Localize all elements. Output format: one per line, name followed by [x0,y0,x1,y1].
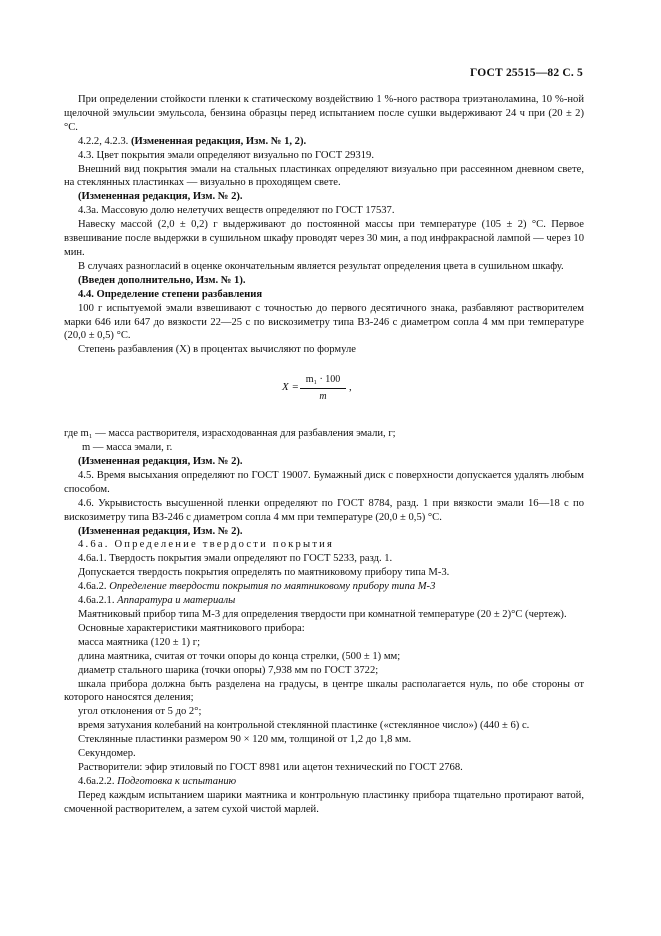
amendment-note: (Измененная редакция, Изм. № 2). [78,456,243,468]
section-number: 4.6а.2.1. [78,595,115,607]
formula [64,365,584,427]
subsection-title: Аппаратура и материалы [117,595,236,607]
paragraph: При определении стойкости пленки к статическому воздействию 1 %-ного раствора триэтаноламина, 10 %-ной щелочной эмульсии эмульсола, бензина образцы перед испытанием после сушки выдерживают 24 ч при (20 ± 2) °С. [64,94,584,133]
paragraph: Степень разбавления (X) в процентах вычисляют по формуле [78,344,356,356]
subsection-heading [64,580,584,594]
amendment-note: (Измененная редакция, Изм. № 2). [78,525,243,537]
formula-fraction [300,373,346,404]
list-item: длина маятника, считая от точки опоры до конца стрелки, (500 ± 1) мм; [78,650,401,662]
formula-legend: где m₁ — масса растворителя, израсходованная для разбавления эмали, г; [64,428,396,440]
list-item: шкала прибора должна быть разделена на градусы, в центре шкалы располагается нуль, по обе стороны от которого наносятся деления; [64,678,584,704]
amendment-text: (Измененная редакция, Изм. № 1, 2). [130,135,307,147]
paragraph: Секундомер. [78,748,136,760]
section-number: 4.6а.2. [78,581,107,593]
paragraph: Допускается твердость покрытия определять по маятниковому прибору типа М-3. [78,567,450,579]
paragraph: Внешний вид покрытия эмали на стальных пластинках определяют визуально при рассеянном дневном свете, на стеклянных пластинках — визуально в проходящем свете. [64,163,584,189]
formula-legend: m — масса эмали, г. [82,442,173,454]
paragraph: 4.3. Цвет покрытия эмали определяют визуально по ГОСТ 29319. [78,149,374,161]
list-item: угол отклонения от 5 до 2°; [78,706,202,718]
paragraph: Растворители: эфир этиловый по ГОСТ 8981 или ацетон технический по ГОСТ 2768. [78,761,463,773]
page-header: ГОСТ 25515—82 С. 5 [470,67,583,79]
list-item: время затухания колебаний на контрольной стеклянной пластинке («стеклянное число») (440 ± 6) с. [78,720,530,732]
paragraph: 4.6. Укрывистость высушенной пленки определяют по ГОСТ 8784, разд. 1 при вязкости эмали 16—18 с по вискозиметру типа ВЗ-246 с диаметром сопла 4 мм при температуре (20,0 ± 0,5) °С. [64,497,584,523]
formula-numerator: m₁ · 100 [300,373,346,389]
section-heading: 4.6а. Определение твердости покрытия [78,539,335,551]
paragraph: Основные характеристики маятникового прибора: [78,622,305,634]
paragraph: Маятниковый прибор типа М-3 для определения твердости при комнатной температуре (20 ± 2)°С (чертеж). [78,609,567,620]
section-number: 4.6а.2.2. [78,775,115,787]
formula-lhs: X = [282,381,299,394]
paragraph: 4.6а.1. Твердость покрытия эмали определяют по ГОСТ 5233, разд. 1. [78,553,393,565]
subsection-heading [64,594,584,608]
amendment-note [64,135,584,149]
section-heading: 4.4. Определение степени разбавления [78,288,263,300]
formula-denominator: m [319,391,327,403]
amendment-note: (Введен дополнительно, Изм. № 1). [78,274,246,286]
paragraph: 4.5. Время высыхания определяют по ГОСТ 19007. Бумажный диск с поверхности допускается удалять любым способом. [64,469,584,495]
formula-tail: , [349,381,352,394]
subsection-title: Определение твердости покрытия по маятниковому прибору типа М-3 [109,581,436,593]
subsection-heading [64,775,584,789]
paragraph: 100 г испытуемой эмали взвешивают с точностью до первого десятичного знака, разбавляют растворителем марки 646 или 647 до вязкости 22—25 с по вискозиметру типа ВЗ-246 с диаметром сопла 4 мм при температуре (20,0 ± 0,5) °С. [64,302,584,342]
paragraph: В случаях разногласий в оценке окончательным является результат определения цвета в сушильном шкафу. [78,260,564,272]
amendment-note: (Измененная редакция, Изм. № 2). [78,191,243,203]
list-item: диаметр стального шарика (точки опоры) 7,938 мм по ГОСТ 3722; [78,664,379,676]
paragraph: 4.3а. Массовую долю нелетучих веществ определяют по ГОСТ 17537. [78,205,395,217]
page-body [64,93,584,817]
subsection-title: Подготовка к испытанию [117,775,237,787]
paragraph: Навеску массой (2,0 ± 0,2) г выдерживают до постоянной массы при температуре (105 ± 2) °С. Первое взвешивание после выдержки в сушильном шкафу проводят через 30 мин, а под инфракрасной лампой — через 10 мин. [64,219,584,258]
paragraph: Стеклянные пластинки размером 90 × 120 мм, толщиной от 1,2 до 1,8 мм. [78,734,412,746]
section-number: 4.2.2, 4.2.3. [78,135,129,147]
list-item: масса маятника (120 ± 1) г; [78,636,201,648]
paragraph: Перед каждым испытанием шарики маятника и контрольную пластинку прибора тщательно протирают ватой, смоченной растворителем, а затем сухой чистой марлей. [64,789,584,815]
